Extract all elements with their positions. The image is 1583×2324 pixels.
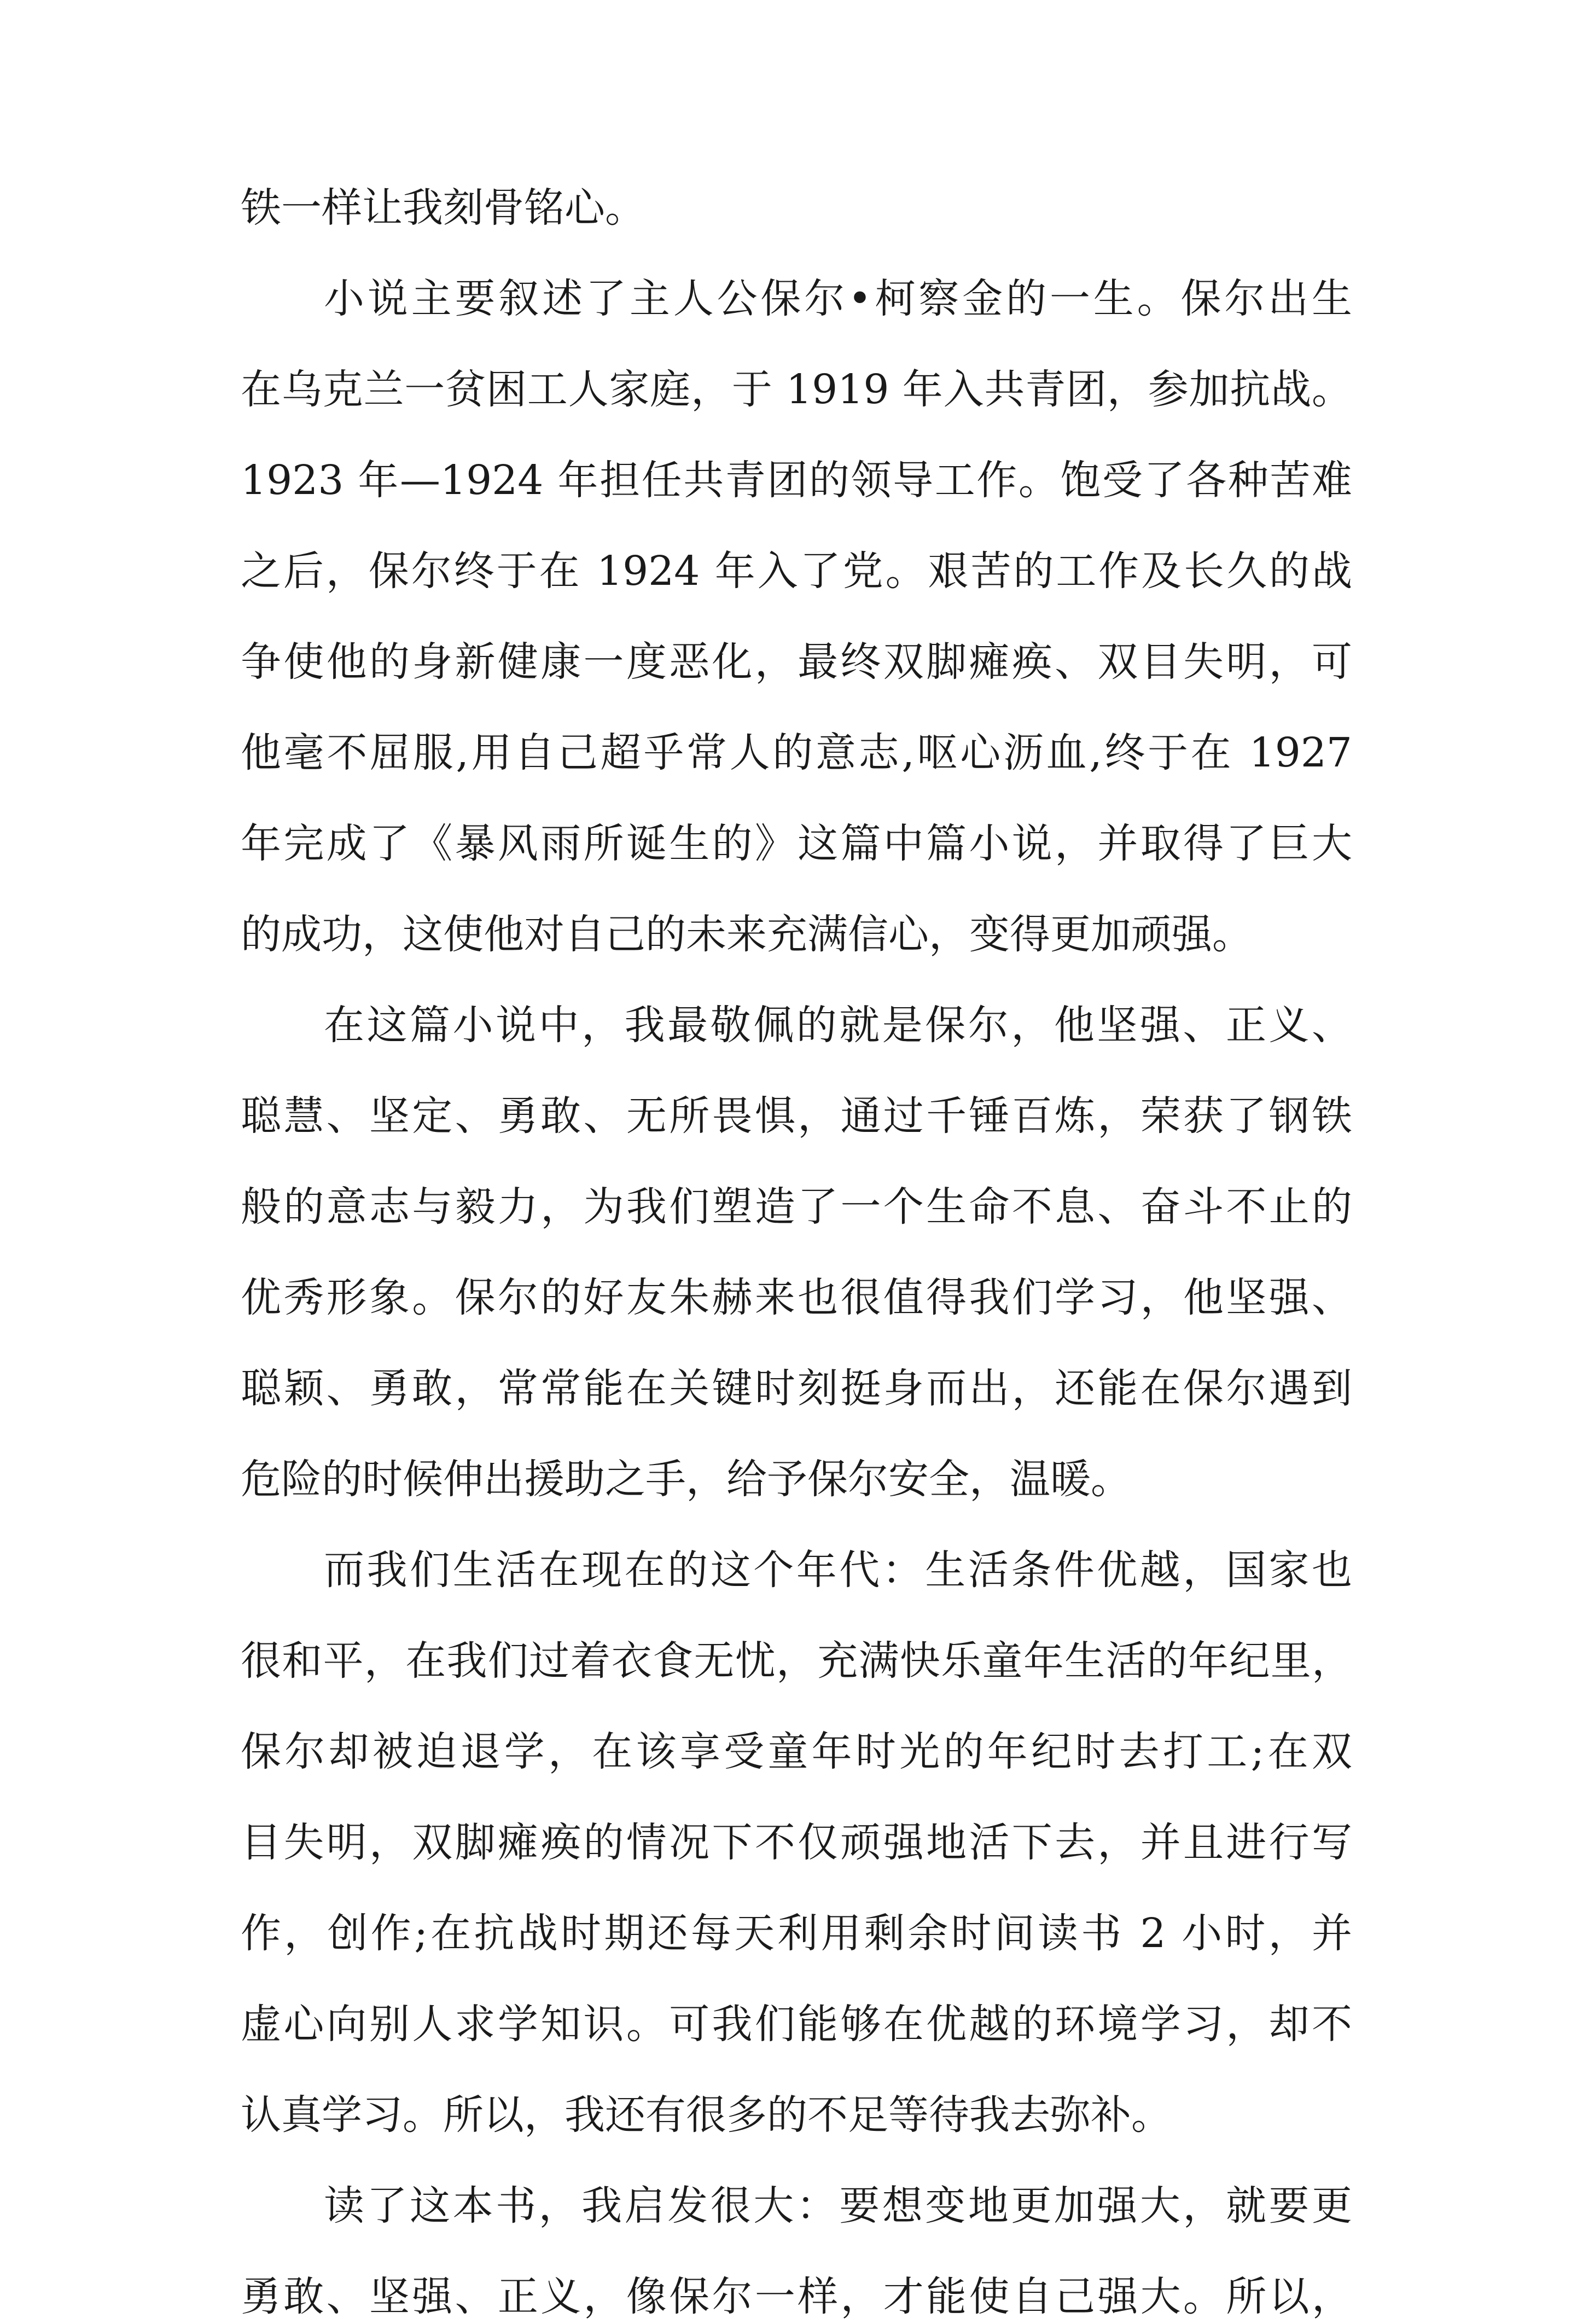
- text-line: 他毫不屈服,用自己超乎常人的意志,呕心沥血,终于在 1927: [241, 729, 1352, 776]
- text-line: 年完成了《暴风雨所诞生的》这篇中篇小说，并取得了巨大: [241, 820, 1352, 867]
- text-line: 之后，保尔终于在 1924 年入了党。艰苦的工作及长久的战: [241, 548, 1352, 595]
- paragraph-first-line: 而我们生活在现在的这个年代：生活条件优越，国家也: [324, 1547, 1352, 1594]
- text-line: 聪颖、勇敢，常常能在关键时刻挺身而出，还能在保尔遇到: [241, 1365, 1352, 1412]
- text-line: 认真学习。所以，我还有很多的不足等待我去弥补。: [241, 2091, 1172, 2139]
- text-line: 目失明，双脚瘫痪的情况下不仅顽强地活下去，并且进行写: [241, 1819, 1352, 1866]
- text-line: 很和平，在我们过着衣食无忧，充满快乐童年生活的年纪里，: [241, 1637, 1352, 1684]
- text-line: 铁一样让我刻骨铭心。: [241, 184, 645, 231]
- text-line: 勇敢、坚强、正义，像保尔一样，才能使自己强大。所以，: [241, 2273, 1352, 2320]
- text-line: 聪慧、坚定、勇敢、无所畏惧，通过千锤百炼，荣获了钢铁: [241, 1093, 1352, 1140]
- text-line: 作，创作;在抗战时期还每天利用剩余时间读书 2 小时，并: [241, 1910, 1352, 1957]
- paragraph-first-line: 小说主要叙述了主人公保尔•柯察金的一生。保尔出生: [324, 275, 1352, 322]
- text-line: 优秀形象。保尔的好友朱赫来也很值得我们学习，他坚强、: [241, 1274, 1352, 1321]
- text-line: 争使他的身新健康一度恶化，最终双脚瘫痪、双目失明，可: [241, 638, 1352, 685]
- text-line: 在乌克兰一贫困工人家庭，于 1919 年入共青团，参加抗战。: [241, 366, 1352, 413]
- text-line: 危险的时候伸出援助之手，给予保尔安全，温暖。: [241, 1456, 1131, 1503]
- paragraph-first-line: 在这篇小说中，我最敬佩的就是保尔，他坚强、正义、: [324, 1002, 1352, 1049]
- text-line: 虚心向别人求学知识。可我们能够在优越的环境学习，却不: [241, 2001, 1352, 2048]
- text-line: 保尔却被迫退学，在该享受童年时光的年纪时去打工;在双: [241, 1728, 1352, 1775]
- text-line: 1923 年—1924 年担任共青团的领导工作。饱受了各种苦难: [241, 457, 1352, 504]
- text-line: 的成功，这使他对自己的未来充满信心，变得更加顽强。: [241, 911, 1253, 958]
- text-line: 般的意志与毅力，为我们塑造了一个生命不息、奋斗不止的: [241, 1183, 1352, 1230]
- paragraph-first-line: 读了这本书，我启发很大：要想变地更加强大，就要更: [324, 2182, 1352, 2229]
